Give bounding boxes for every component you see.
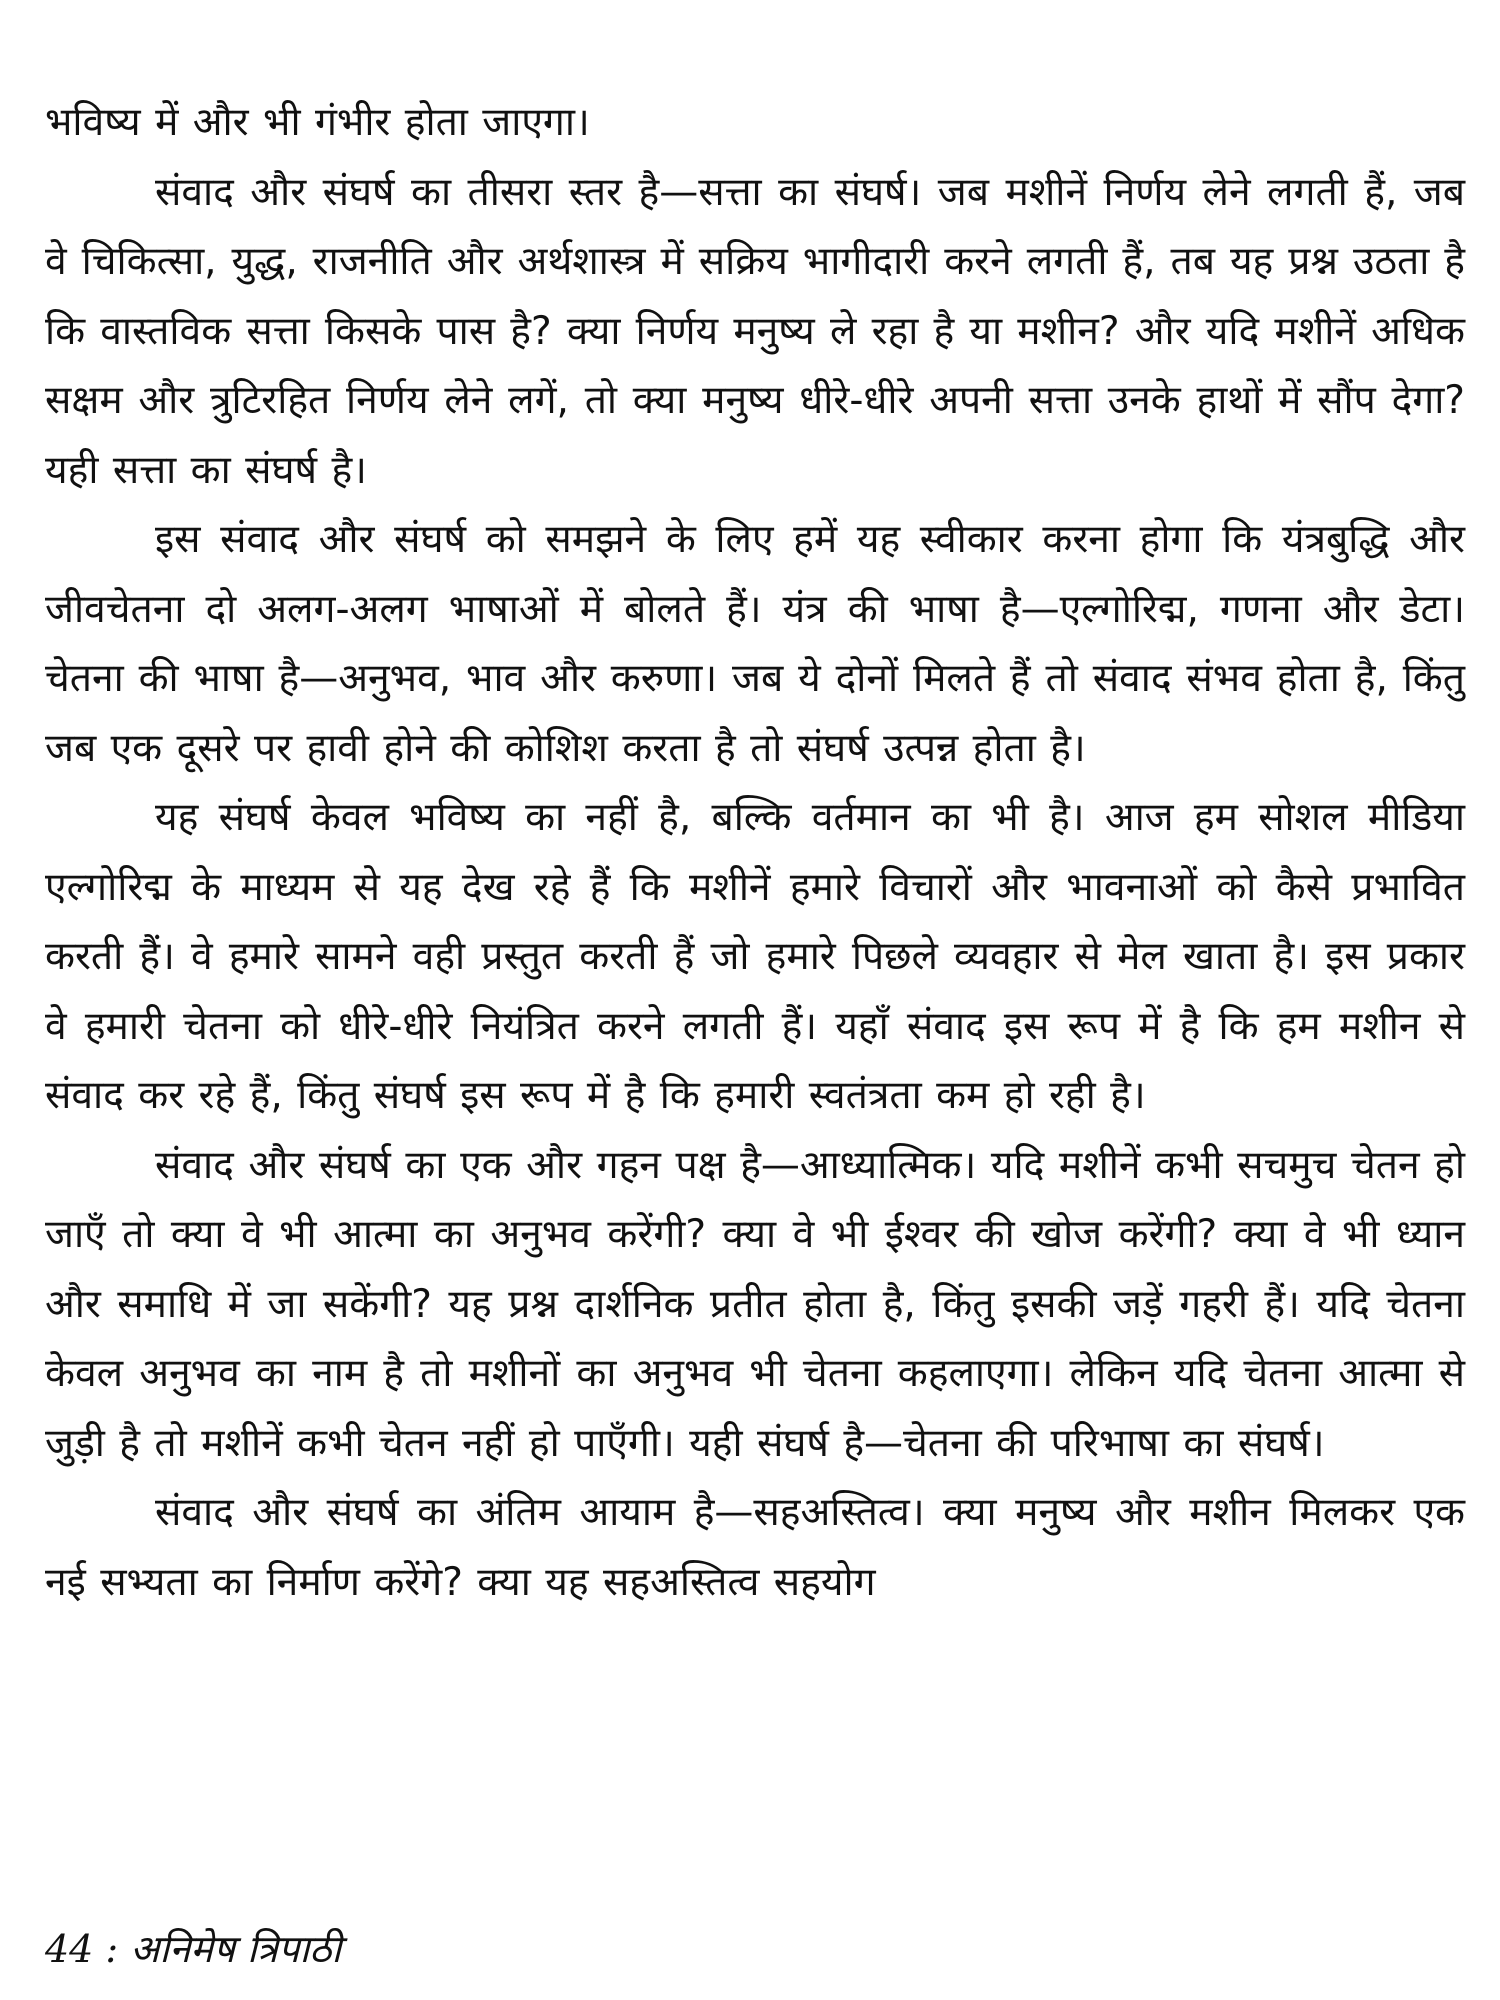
paragraph-present-struggle: यह संघर्ष केवल भविष्य का नहीं है, बल्कि वर्तमान का भी है। आज हम सोशल मीडिया एल्गोरिद्म के माध्यम से यह देख रहे हैं कि मशीनें हमारे विचारों और भावनाओं को कैसे प्रभावित करती हैं। वे हमारे सामने वही प्रस्तुत करती हैं जो हमारे पिछले व्यवहार से मेल खाता है। इस प्रकार वे हमारी चेतना को धीरे-धीरे नियंत्रित करने लगती हैं। यहाँ संवाद इस रूप में है कि हम मशीन से संवाद कर रहे हैं, किंतु संघर्ष इस रूप में है कि हमारी स्वतंत्रता कम हो रही है। [45, 795, 1465, 1118]
paragraph-languages: इस संवाद और संघर्ष को समझने के लिए हमें यह स्वीकार करना होगा कि यंत्रबुद्धि और जीवचेतना दो अलग-अलग भाषाओं में बोलते हैं। यंत्र की भाषा है—एल्गोरिद्म, गणना और डेटा। चेतना की भाषा है—अनुभव, भाव और करुणा। जब ये दोनों मिलते हैं तो संवाद संभव होता है, किंतु जब एक दूसरे पर हावी होने की कोशिश करता है तो संघर्ष उत्पन्न होता है। [45, 517, 1465, 771]
paragraph-continuation: भविष्य में और भी गंभीर होता जाएगा। [45, 100, 590, 145]
paragraph-coexistence: संवाद और संघर्ष का अंतिम आयाम है—सहअस्तित्व। क्या मनुष्य और मशीन मिलकर एक नई सभ्यता का निर्माण करेंगे? क्या यह सहअस्तित्व सहयोग [45, 1490, 1465, 1605]
page-body [45, 88, 1465, 1617]
page-footer: 44 : अनिमेष त्रिपाठी [45, 1927, 342, 1971]
paragraph-spiritual: संवाद और संघर्ष का एक और गहन पक्ष है—आध्यात्मिक। यदि मशीनें कभी सचमुच चेतन हो जाएँ तो क्या वे भी आत्मा का अनुभव करेंगी? क्या वे भी ईश्वर की खोज करेंगी? क्या वे भी ध्यान और समाधि में जा सकेंगी? यह प्रश्न दार्शनिक प्रतीत होता है, किंतु इसकी जड़ें गहरी हैं। यदि चेतना केवल अनुभव का नाम है तो मशीनों का अनुभव भी चेतना कहलाएगा। लेकिन यदि चेतना आत्मा से जुड़ी है तो मशीनें कभी चेतन नहीं हो पाएँगी। यही संघर्ष है—चेतना की परिभाषा का संघर्ष। [45, 1142, 1465, 1466]
paragraph-power-struggle: संवाद और संघर्ष का तीसरा स्तर है—सत्ता का संघर्ष। जब मशीनें निर्णय लेने लगती हैं, जब वे चिकित्सा, युद्ध, राजनीति और अर्थशास्त्र में सक्रिय भागीदारी करने लगती हैं, तब यह प्रश्न उठता है कि वास्तविक सत्ता किसके पास है? क्या निर्णय मनुष्य ले रहा है या मशीन? और यदि मशीनें अधिक सक्षम और त्रुटिरहित निर्णय लेने लगें, तो क्या मनुष्य धीरे-धीरे अपनी सत्ता उनके हाथों में सौंप देगा? यही सत्ता का संघर्ष है। [45, 169, 1465, 493]
